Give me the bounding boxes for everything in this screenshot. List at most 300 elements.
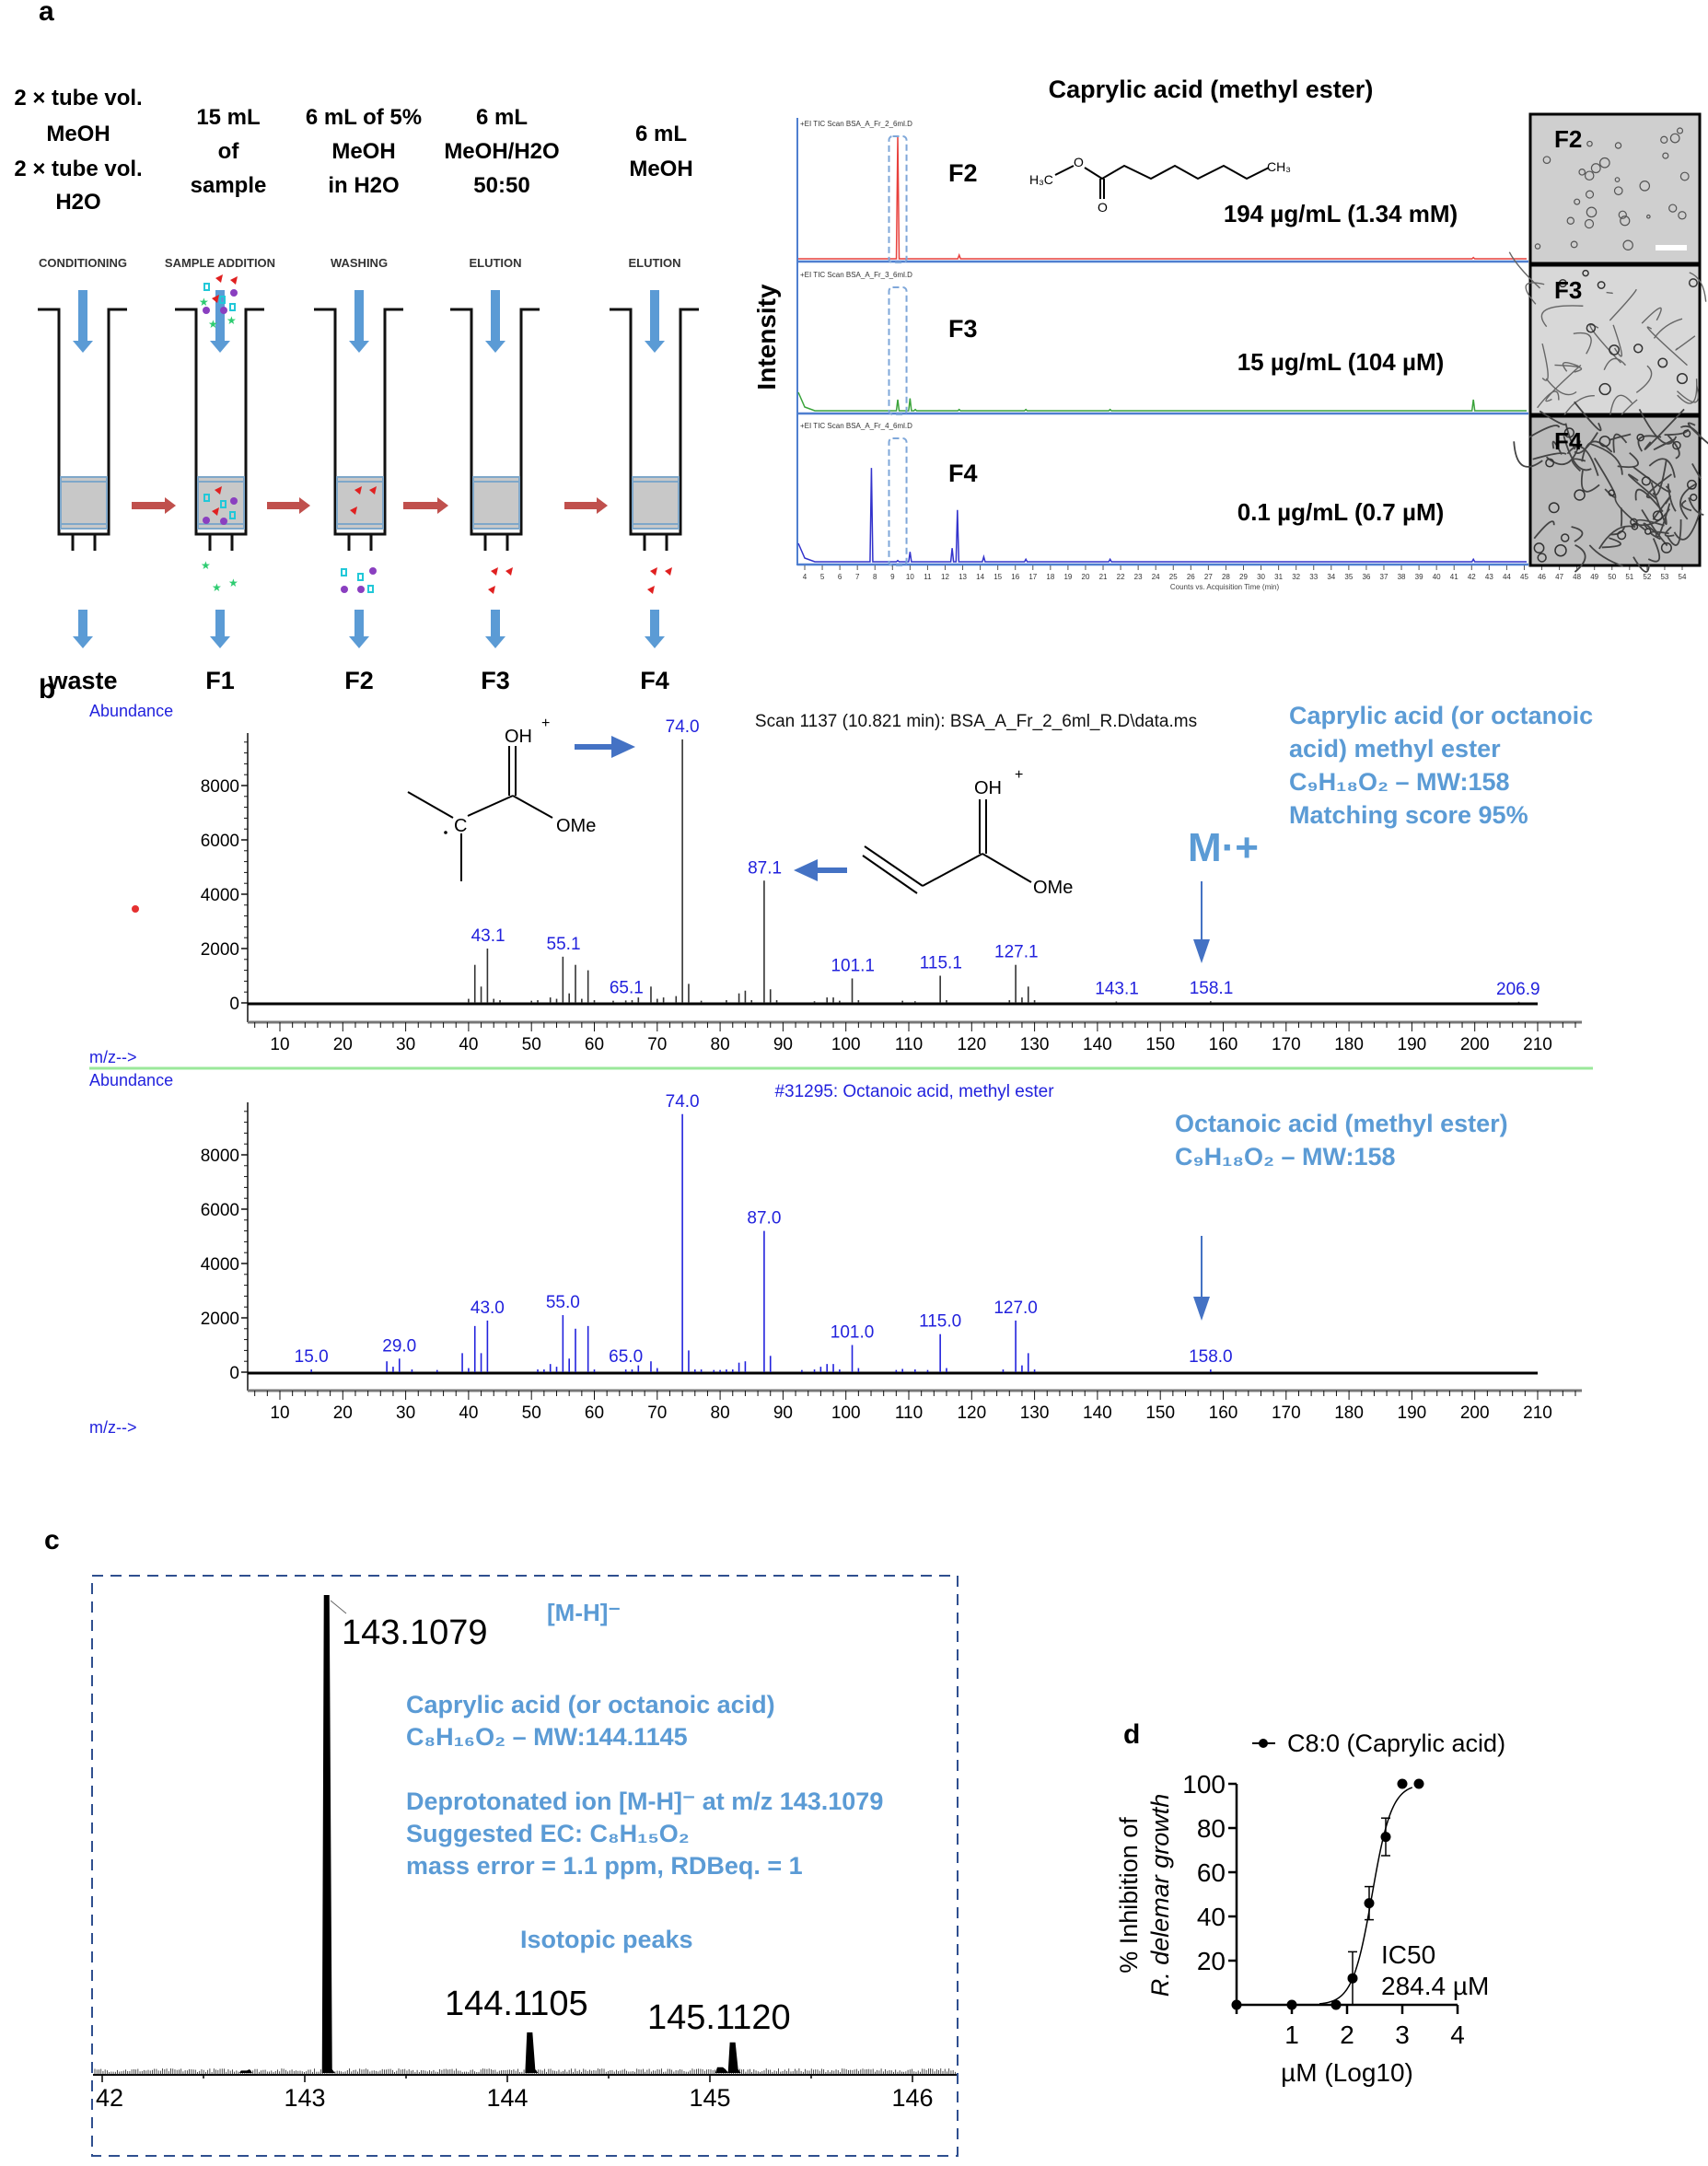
x-tick-label: 1	[1284, 2020, 1299, 2049]
top-annotation-line: acid) methyl ester	[1289, 735, 1501, 763]
arrow-down-icon	[645, 290, 665, 353]
micrograph-F3	[1509, 252, 1705, 435]
micrograph-label: F3	[1554, 276, 1583, 304]
molecular-ion-label: M·+	[1188, 825, 1259, 870]
trace-line	[798, 392, 1527, 411]
step-volume-text: H2O	[55, 190, 101, 215]
fragment2-plus: +	[1015, 767, 1024, 783]
y-tick-label: 60	[1196, 1858, 1226, 1887]
x-tick-label: 70	[647, 1403, 668, 1423]
structure-ch3: CH₃	[1267, 159, 1291, 174]
x-tick-label: 160	[1208, 1403, 1238, 1423]
micrograph-label: F2	[1554, 125, 1583, 153]
fraction-output-label: F4	[640, 667, 669, 694]
peak-label: 115.0	[919, 1311, 962, 1332]
x-tick-label: 145	[689, 2084, 731, 2112]
micrograph-F4	[1514, 402, 1708, 572]
hrms-annotation-line: C₈H₁₆O₂ – MW:144.1145	[406, 1723, 688, 1751]
fragment2-oh: OH	[974, 778, 1002, 798]
arrow-right-icon	[564, 497, 608, 514]
peak-label: 74.0	[665, 1091, 700, 1112]
y-tick-label: 2000	[200, 940, 239, 960]
tube-outlet	[73, 534, 95, 551]
peak-label: 101.1	[831, 956, 875, 976]
sorbent-bed	[473, 477, 519, 529]
chromatogram-trace-F2	[798, 120, 1527, 259]
x-tick-label: 170	[1271, 1035, 1301, 1054]
y-tick-label: 0	[229, 995, 239, 1014]
peak-label: 65.1	[609, 978, 644, 998]
x-tick-label: 4	[1450, 2020, 1465, 2049]
tube-outlet	[210, 534, 232, 551]
x-tick-label: 30	[1257, 573, 1266, 581]
chromatogram-panel	[752, 76, 1708, 591]
x-tick-label: 90	[773, 1403, 793, 1423]
step-volume-text: 2 × tube vol.	[14, 86, 143, 111]
methyl-octanoate-structure	[1055, 166, 1269, 199]
data-point	[1287, 2000, 1297, 2010]
x-tick-label: 30	[396, 1035, 416, 1054]
legend-label: C8:0 (Caprylic acid)	[1287, 1729, 1506, 1757]
sorbent-bed	[337, 477, 383, 529]
step-volume-text: MeOH	[629, 157, 693, 181]
fragment1-ome: OMe	[556, 816, 597, 836]
arrow-right-icon	[575, 736, 635, 758]
arrow-down-icon	[349, 610, 369, 648]
panel-label-b: b	[39, 674, 56, 705]
spectrum-title: Scan 1137 (10.821 min): BSA_A_Fr_2_6ml_R.D\data.ms	[754, 712, 1198, 731]
x-tick-label: 48	[1573, 573, 1582, 581]
y-tick-label: 8000	[200, 1147, 239, 1166]
top-annotation-line: C₉H₁₈O₂ – MW:158	[1289, 768, 1510, 796]
step-volume-text: in H2O	[328, 173, 400, 198]
x-tick-label: 52	[1643, 573, 1652, 581]
y-tick-label: 4000	[200, 886, 239, 905]
x-tick-label: 35	[1344, 573, 1354, 581]
peak-label: 65.0	[609, 1347, 644, 1368]
x-tick-label: 17	[1028, 573, 1038, 581]
y-axis-label: Abundance	[89, 1071, 174, 1089]
x-tick-label: 10	[905, 573, 914, 581]
step-name: ELUTION	[469, 256, 522, 270]
x-tick-label: 70	[647, 1035, 668, 1054]
x-tick-label: 43	[1484, 573, 1493, 581]
x-tick-label: 143	[284, 2084, 326, 2112]
y-axis-label: % Inhibition of	[1115, 1817, 1143, 1974]
chromatogram-trace-F4	[798, 422, 1527, 562]
x-tick-label: 2	[1340, 2020, 1354, 2049]
trace-line	[798, 136, 1527, 259]
x-tick-label: 20	[1081, 573, 1090, 581]
structure-h3c: H₃C	[1029, 172, 1053, 187]
step-name: SAMPLE ADDITION	[164, 256, 276, 270]
x-tick-label: 12	[941, 573, 949, 581]
sorbent-bed	[61, 477, 107, 529]
x-tick-label: 140	[1083, 1035, 1112, 1054]
x-tick-label: 31	[1274, 573, 1284, 581]
step-volume-text: MeOH	[331, 139, 396, 164]
x-tick-label: 170	[1271, 1403, 1301, 1423]
peak-label: 55.1	[546, 934, 581, 954]
x-tick-label: 180	[1334, 1035, 1364, 1054]
red-dot	[132, 905, 139, 913]
concentration-label: 0.1 µg/mL (0.7 µM)	[1237, 498, 1445, 526]
sorbent-bed	[633, 477, 679, 529]
x-tick-label: 32	[1292, 573, 1301, 581]
x-tick-label: 50	[521, 1035, 541, 1054]
y-tick-label: 8000	[200, 777, 239, 797]
step-volume-text: 2 × tube vol.	[14, 157, 143, 181]
x-tick-label: 60	[584, 1035, 605, 1054]
x-tick-label: 49	[1590, 573, 1599, 581]
x-tick-label: 22	[1116, 573, 1125, 581]
arrow-down-icon	[485, 610, 505, 648]
tube-outlet	[645, 534, 667, 551]
x-axis-label: m/z-->	[89, 1048, 137, 1066]
x-tick-label: 80	[710, 1035, 730, 1054]
x-tick-label: 140	[1083, 1403, 1112, 1423]
x-tick-label: 42	[95, 2084, 124, 2112]
x-tick-label: 130	[1019, 1035, 1050, 1054]
bottom-annotation-line: Octanoic acid (methyl ester)	[1175, 1110, 1508, 1137]
fraction-output-label: waste	[48, 667, 118, 694]
x-tick-label: 27	[1203, 573, 1213, 581]
x-tick-label: 110	[894, 1403, 924, 1423]
step-name: CONDITIONING	[38, 256, 128, 270]
data-point	[1414, 1779, 1424, 1789]
ion-label: [M-H]⁻	[547, 1599, 622, 1626]
bottom-annotation-line: C₉H₁₈O₂ – MW:158	[1175, 1143, 1396, 1170]
analyte-dot	[369, 567, 377, 575]
x-tick-label: 146	[891, 2084, 934, 2112]
trace-header: +EI TIC Scan BSA_A_Fr_2_6ml.D	[800, 120, 912, 128]
chromatogram-title: Caprylic acid (methyl ester)	[1048, 76, 1374, 103]
fraction-output-label: F2	[344, 667, 374, 694]
analyte-square	[342, 569, 346, 576]
ms-panel	[89, 702, 1593, 1437]
x-tick-label: 54	[1678, 573, 1687, 581]
fraction-output-label: F3	[481, 667, 510, 694]
analyte-triangle	[665, 567, 672, 576]
peak-label: 55.0	[545, 1293, 580, 1313]
x-tick-label: 5	[819, 573, 825, 581]
data-point	[1232, 2000, 1242, 2010]
hrms-peak	[715, 2067, 728, 2073]
step-volume-text: 6 mL of 5%	[305, 105, 423, 130]
radical-dot	[444, 831, 447, 834]
fragment-structure-87	[863, 799, 1031, 893]
x-tick-label: 210	[1523, 1403, 1552, 1423]
hrms-panel	[92, 1576, 958, 2156]
x-tick-label: 42	[1467, 573, 1476, 581]
highlight-window-box	[889, 438, 906, 565]
x-tick-label: 100	[831, 1035, 861, 1054]
x-tick-label: 200	[1459, 1035, 1490, 1054]
highlight-window-box	[889, 287, 906, 414]
peak-label: 115.1	[919, 953, 962, 973]
analyte-star: ★	[208, 318, 218, 331]
analyte-dot	[357, 586, 365, 593]
hrms-peak	[239, 2069, 252, 2073]
x-tick-label: 34	[1327, 573, 1336, 581]
x-tick-label: 4	[802, 573, 808, 581]
analyte-star: ★	[199, 296, 209, 309]
arrow-down-icon	[210, 610, 230, 648]
ic50-value: 284.4 µM	[1381, 1972, 1490, 2000]
y-tick-label: 2000	[200, 1310, 239, 1329]
analyte-triangle	[491, 567, 498, 576]
x-tick-label: 51	[1625, 573, 1634, 581]
y-axis-label: Abundance	[89, 702, 174, 720]
analyte-star: ★	[212, 581, 222, 594]
peak-label: 127.1	[994, 942, 1039, 962]
x-tick-label: 100	[831, 1403, 861, 1423]
arrow-right-icon	[267, 497, 310, 514]
hrms-peak-label: 145.1120	[647, 1998, 791, 2037]
arrow-down-icon	[73, 290, 93, 353]
x-tick-label: 50	[1608, 573, 1617, 581]
hrms-annotation-line: mass error = 1.1 ppm, RDBeq. = 1	[406, 1852, 803, 1880]
concentration-label: 15 µg/mL (104 µM)	[1237, 348, 1445, 376]
x-tick-label: 16	[1011, 573, 1020, 581]
y-tick-label: 4000	[200, 1255, 239, 1275]
tube-outlet	[485, 534, 507, 551]
x-tick-label: 190	[1397, 1035, 1427, 1054]
fragment-structure-74	[408, 746, 552, 881]
hrms-peak-label: 143.1079	[342, 1613, 488, 1652]
peak-label: 43.0	[470, 1298, 505, 1318]
fraction-output-label: F1	[205, 667, 235, 694]
step-volume-text: 15 mL	[196, 105, 261, 130]
data-point	[1365, 1898, 1375, 1908]
micrograph-F2	[1530, 114, 1700, 263]
data-point	[1331, 2000, 1342, 2010]
analyte-triangle	[488, 586, 495, 594]
fragment1-c: C	[454, 816, 468, 836]
x-tick-label: 120	[957, 1035, 987, 1054]
x-tick-label: 11	[924, 573, 932, 581]
concentration-label: 194 µg/mL (1.34 mM)	[1223, 200, 1458, 227]
x-tick-label: 40	[1432, 573, 1441, 581]
x-tick-label: 90	[773, 1035, 793, 1054]
analyte-dot	[220, 307, 227, 314]
hrms-peak	[728, 2043, 741, 2073]
x-tick-label: 190	[1397, 1403, 1427, 1423]
x-tick-label: 7	[854, 573, 860, 581]
trace-header: +EI TIC Scan BSA_A_Fr_3_6ml.D	[800, 271, 912, 279]
peak-label: 158.1	[1189, 979, 1234, 999]
fraction-label: F4	[948, 460, 978, 487]
x-tick-label: 25	[1168, 573, 1178, 581]
step-name: ELUTION	[628, 256, 681, 270]
peak-label: 87.1	[748, 858, 783, 879]
x-tick-label: 120	[957, 1403, 987, 1423]
x-tick-label: 40	[459, 1403, 479, 1423]
step-volume-text: 6 mL	[634, 122, 688, 146]
x-tick-label: 6	[837, 573, 842, 581]
dose-response-panel	[1115, 1729, 1505, 2087]
x-tick-label: 23	[1133, 573, 1143, 581]
y-axis-label: R. delemar growth	[1146, 1793, 1174, 1997]
peak-label: 87.0	[747, 1208, 782, 1229]
x-tick-label: 39	[1414, 573, 1423, 581]
y-tick-label: 6000	[200, 1201, 239, 1220]
y-tick-label: 0	[229, 1364, 239, 1383]
step-volume-text: MeOH/H2O	[444, 139, 560, 164]
x-tick-label: 144	[486, 2084, 529, 2112]
panel-label-c: c	[44, 1525, 60, 1555]
ic50-label: IC50	[1381, 1940, 1436, 1969]
x-tick-label: 14	[976, 573, 985, 581]
analyte-triangle	[230, 276, 238, 285]
x-tick-label: 21	[1098, 573, 1108, 581]
y-tick-label: 40	[1196, 1903, 1226, 1931]
step-volume-text: 6 mL	[475, 105, 529, 130]
x-tick-label: 30	[396, 1403, 416, 1423]
arrow-right-icon	[132, 497, 176, 514]
peak-label: 43.1	[471, 926, 505, 946]
peak-label: 29.0	[382, 1336, 417, 1357]
legend-marker	[1259, 1739, 1268, 1748]
chromatogram-trace-F3	[798, 271, 1527, 411]
x-tick-label: 13	[959, 573, 967, 581]
scale-bar	[1656, 245, 1687, 250]
tube-outlet	[349, 534, 371, 551]
x-tick-label: 10	[270, 1035, 290, 1054]
step-volume-text: sample	[190, 173, 267, 198]
x-tick-label: 19	[1063, 573, 1073, 581]
data-point	[1398, 1779, 1408, 1789]
library-ion-arrow-icon	[1193, 1236, 1210, 1321]
arrow-down-icon	[73, 610, 93, 648]
x-tick-label: 46	[1538, 573, 1546, 581]
analyte-dot	[203, 517, 210, 524]
label-leader	[331, 1601, 346, 1613]
x-tick-label: 130	[1019, 1403, 1050, 1423]
y-tick-label: 20	[1196, 1947, 1226, 1975]
x-tick-label: 37	[1379, 573, 1388, 581]
analyte-square	[358, 574, 363, 580]
y-tick-label: 80	[1196, 1814, 1226, 1843]
analyte-square	[368, 586, 373, 592]
arrow-down-icon	[349, 290, 369, 353]
x-tick-label: 150	[1145, 1035, 1176, 1054]
x-tick-label: 60	[584, 1403, 605, 1423]
x-tick-label: 110	[894, 1035, 924, 1054]
x-tick-label: 18	[1046, 573, 1055, 581]
step-volume-text: of	[217, 139, 239, 164]
fraction-label: F3	[948, 315, 978, 343]
x-axis-label: m/z-->	[89, 1418, 137, 1437]
arrow-down-icon	[485, 290, 505, 353]
x-tick-label: 47	[1555, 573, 1564, 581]
y-tick-label: 6000	[200, 832, 239, 851]
analyte-triangle	[650, 567, 657, 576]
step-name: WASHING	[330, 256, 389, 270]
fragment2-ome: OMe	[1033, 878, 1074, 898]
x-tick-label: 3	[1395, 2020, 1410, 2049]
x-tick-label: 38	[1397, 573, 1406, 581]
analyte-star: ★	[228, 576, 238, 589]
x-tick-label: 80	[710, 1403, 730, 1423]
micrograph-label: F4	[1554, 427, 1583, 455]
hrms-annotation-line: Deprotonated ion [M-H]⁻ at m/z 143.1079	[406, 1788, 884, 1815]
x-tick-label: 26	[1186, 573, 1195, 581]
x-tick-label: 28	[1221, 573, 1230, 581]
structure-o-ester: O	[1074, 155, 1084, 169]
hrms-peak	[322, 1595, 335, 2073]
analyte-square	[204, 284, 209, 290]
fragment1-oh: OH	[505, 727, 532, 747]
analyte-dot	[341, 586, 348, 593]
peak-label: 74.0	[665, 716, 700, 737]
x-tick-label: 210	[1523, 1035, 1552, 1054]
x-tick-label: 53	[1660, 573, 1669, 581]
top-annotation-line: Caprylic acid (or octanoic	[1289, 702, 1594, 729]
peak-label: 127.0	[993, 1298, 1038, 1318]
analyte-triangle	[505, 567, 513, 576]
analyte-dot	[220, 518, 227, 525]
hrms-annotation-line: Caprylic acid (or octanoic acid)	[406, 1691, 775, 1718]
x-tick-label: 180	[1334, 1403, 1364, 1423]
step-volume-text: 50:50	[473, 173, 530, 198]
peak-label: 143.1	[1095, 979, 1139, 999]
top-annotation-line: Matching score 95%	[1289, 801, 1528, 829]
x-tick-label: 160	[1208, 1035, 1238, 1054]
x-tick-label: 200	[1459, 1403, 1490, 1423]
isotopic-label: Isotopic peaks	[520, 1926, 693, 1953]
analyte-square	[230, 304, 235, 310]
x-tick-label: 24	[1151, 573, 1160, 581]
step-volume-text: MeOH	[46, 122, 110, 146]
fragment1-plus: +	[541, 716, 551, 731]
data-point	[1348, 1974, 1358, 1984]
x-tick-label: 9	[890, 573, 895, 581]
x-tick-label: 10	[270, 1403, 290, 1423]
x-axis-label: µM (Log10)	[1281, 2058, 1413, 2087]
spe-diagram	[14, 86, 699, 694]
peak-label: 206.9	[1496, 979, 1540, 999]
structure-o-carbonyl: O	[1098, 200, 1108, 215]
spectrum-title: #31295: Octanoic acid, methyl ester	[774, 1082, 1054, 1101]
x-tick-label: 33	[1309, 573, 1319, 581]
peak-label: 15.0	[294, 1347, 329, 1368]
panel-label-a: a	[39, 0, 54, 27]
y-tick-label: 100	[1182, 1770, 1226, 1799]
molecular-ion-arrow-icon	[1193, 881, 1210, 963]
analyte-dot	[230, 289, 238, 297]
peak-label: 158.0	[1189, 1347, 1233, 1368]
x-tick-label: 8	[873, 573, 877, 581]
x-tick-label: 20	[332, 1035, 353, 1054]
x-tick-label: 44	[1502, 573, 1511, 581]
trace-header: +EI TIC Scan BSA_A_Fr_4_6ml.D	[800, 422, 912, 430]
hrms-annotation-line: Suggested EC: C₈H₁₅O₂	[406, 1820, 690, 1847]
x-tick-label: 20	[332, 1403, 353, 1423]
x-axis-label: Counts vs. Acquisition Time (min)	[1169, 583, 1280, 591]
analyte-star: ★	[227, 314, 237, 327]
x-tick-label: 150	[1145, 1403, 1176, 1423]
chromatogram-ylabel: Intensity	[752, 284, 781, 390]
analyte-star: ★	[201, 559, 211, 572]
x-tick-label: 40	[459, 1035, 479, 1054]
hrms-peak	[525, 2032, 538, 2073]
arrow-down-icon	[645, 610, 665, 648]
panel-label-d: d	[1123, 1719, 1141, 1750]
x-tick-label: 45	[1520, 573, 1528, 581]
arrow-left-icon	[794, 859, 847, 881]
analyte-dot	[230, 497, 238, 505]
